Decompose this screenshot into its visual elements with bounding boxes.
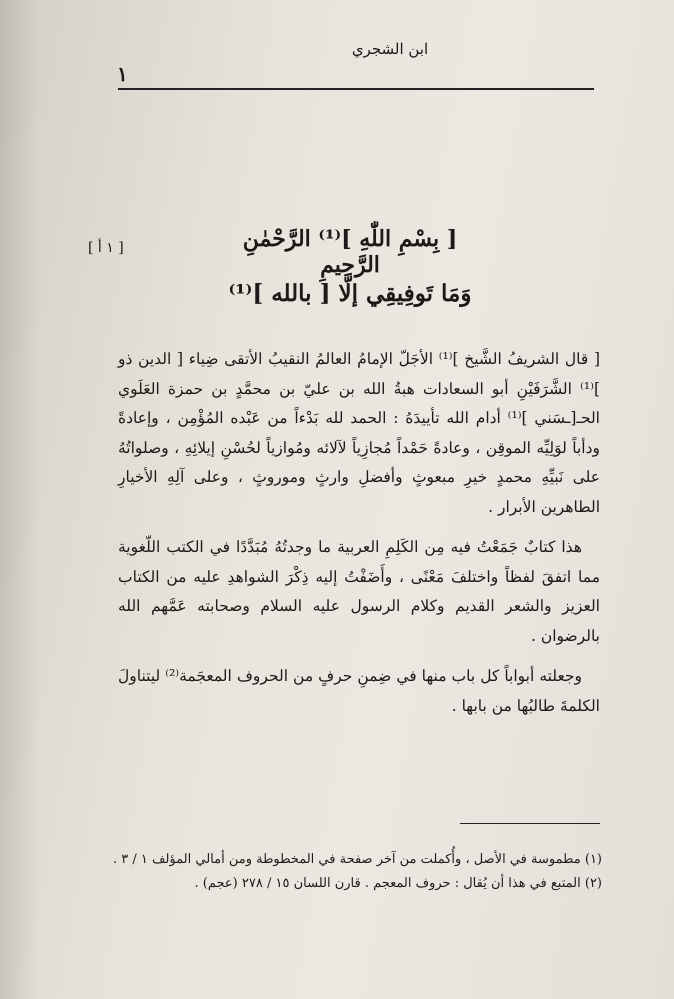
paragraph-intro: [ قال الشريفُ الشَّيخ ]⁽¹⁾ الأجَلّ الإمامُ العالمُ النقيبُ الأتقى ضِياء [ الدين ذو ]⁽¹⁾ الشَّرَفَيْنِ أبو السعادات هبةُ الله بن عليّ بن محمَّدٍ بن حمزة العَلَوي الحـ[ـسَني ]⁽¹⁾ أدام الله تأييدَهُ : الحمد لله بَدْءاً من عَبْده المُؤْمِن ، وإعادةً ودأباً لوَلِيِّه الموقِن ، وعادةً حَمْداً مُجازِياً لآلائه ومُوازياً لحُسْنِ إيلائِهِ ، وصلواتُهُ على نَبيِّهِ محمدٍ خيرِ مبعوثٍ وأفضلِ وارثٍ وموروثٍ ، وعلى آلِهِ الأخيارِ الطاهرين الأبرار .: [118, 350, 600, 516]
footnotes: [110, 848, 602, 896]
binding-shadow: [0, 0, 40, 999]
paragraph-purpose: هذا كتابٌ جَمَعْتُ فيه مِن الكَلِمِ العربية ما وجدتُهُ مُبَدَّدًا في الكتب اللّغوية مما اتفقَ لفظاً واختلفَ مَعْنًى ، وأَضَفْتُ إليه ذِكْرَ الشواهدِ عليه من الكتاب العزيز والشعر القديم وكلام الرسول عليه السلام وصحابته عَمَّهم الله بالرضوان .: [118, 538, 600, 645]
footnote-2: (٢) المتبع في هذا أن يُقال : حروف المعجم . قارن اللسان ١٥ / ٢٧٨ (عجم) .: [194, 876, 602, 891]
header-rule: [118, 88, 594, 90]
folio-marker: [ ١ أ ]: [88, 240, 124, 256]
page-number: ١: [117, 62, 128, 86]
paragraph-arrangement: وجعلته أبواباً كل باب منها في ضِمنِ حرفٍ من الحروف المعجَمة⁽²⁾ ليتناولَ الكلمةَ طالبُها من بابها .: [118, 667, 600, 715]
basmala-heading: [ بِسْمِ اللّٰهِ ]⁽¹⁾ الرَّحْمٰنِ الرَّحِيمِ: [242, 226, 458, 278]
running-head: ابن الشجري: [351, 40, 429, 58]
footnote-1: (١) مطموسة في الأصل ، وأُكملت من آخر صفحة في المخطوطة ومن أمالي المؤلف ١ / ٣ .: [113, 852, 602, 867]
invocation-heading: وَمَا تَوفِيقِي إلَّا [ بالله ]⁽¹⁾: [228, 280, 472, 307]
footnote-separator: [460, 823, 600, 824]
body-text: [118, 345, 600, 732]
